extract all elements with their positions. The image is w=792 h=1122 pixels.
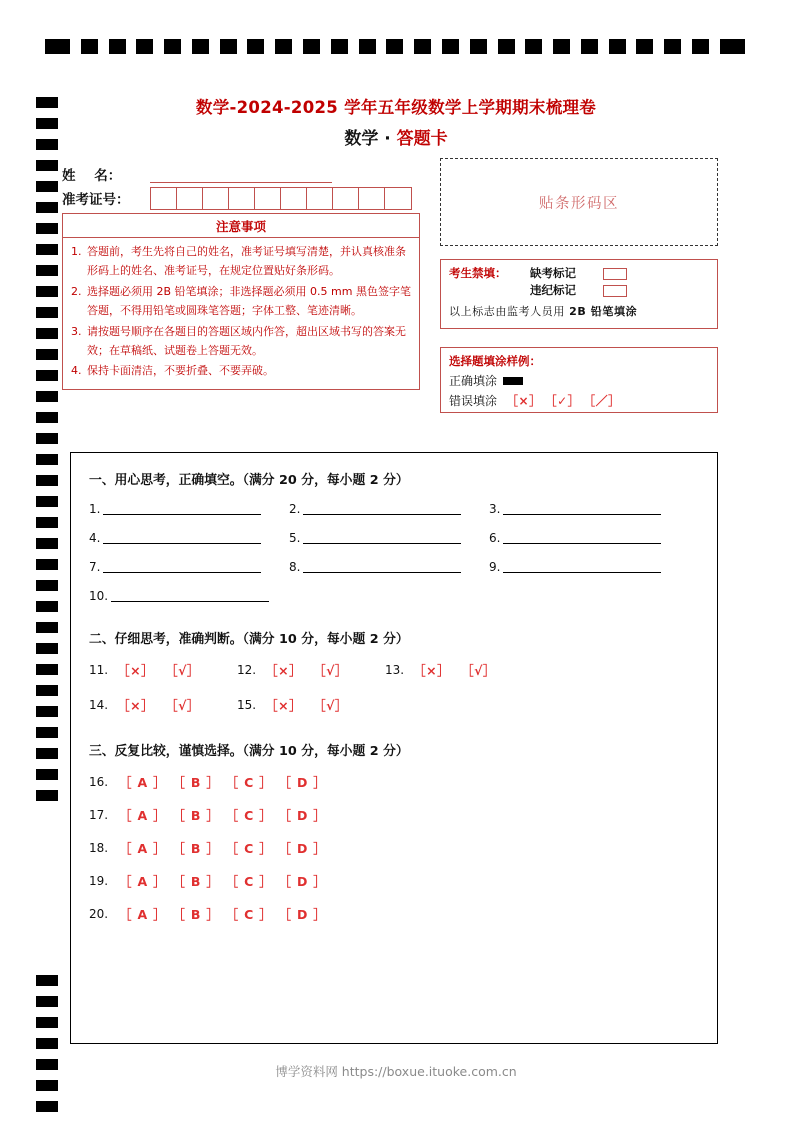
ticket-digit-cell[interactable] <box>359 188 385 209</box>
timing-mark <box>664 39 681 54</box>
question-number: 6. <box>489 531 501 545</box>
timing-mark <box>36 433 58 444</box>
timing-mark <box>525 39 542 54</box>
timing-mark <box>36 769 58 780</box>
timing-mark <box>331 39 348 54</box>
correct-fill-row <box>449 372 717 389</box>
timing-mark <box>414 39 431 54</box>
timing-mark <box>498 39 515 54</box>
judge-question <box>89 696 237 714</box>
timing-mark <box>609 39 626 54</box>
judge-option-bubble[interactable]: ［√］ <box>165 663 200 678</box>
choice-option-bubble[interactable]: ［ B ］ <box>172 808 220 823</box>
choice-row <box>89 839 699 857</box>
barcode-sticker-area <box>440 158 718 246</box>
forbidden-label: 考生禁填： <box>449 266 507 280</box>
timing-mark <box>247 39 264 54</box>
notice-item-number: 1. <box>71 245 82 258</box>
notice-box <box>62 213 420 390</box>
notice-item <box>71 243 411 281</box>
wrong-fill-row <box>449 392 717 409</box>
notice-title: 注意事项 <box>63 214 419 238</box>
judge-option-bubble[interactable]: ［×］ <box>265 663 303 678</box>
correct-fill-swatch-icon <box>503 377 523 385</box>
question-number: 18. <box>89 841 109 855</box>
timing-mark <box>192 39 209 54</box>
blank-question[interactable] <box>489 531 689 544</box>
judge-option-bubble[interactable]: ［√］ <box>313 698 348 713</box>
question-number: 13. <box>385 663 405 677</box>
timing-mark <box>359 39 376 54</box>
answer-line[interactable] <box>303 502 461 515</box>
timing-mark <box>136 39 153 54</box>
choice-option-bubble[interactable]: ［ D ］ <box>278 775 327 790</box>
answer-section <box>89 628 699 714</box>
answer-line[interactable] <box>103 502 261 515</box>
timing-mark <box>36 391 58 402</box>
blank-question[interactable] <box>289 502 489 515</box>
ticket-label: 准考证号： <box>62 192 130 208</box>
timing-mark <box>36 601 58 612</box>
choice-option-bubble[interactable]: ［ C ］ <box>225 907 273 922</box>
question-number: 5. <box>289 531 301 545</box>
timing-mark <box>36 1101 58 1112</box>
fill-sample-title: 选择题填涂样例： <box>449 354 541 368</box>
violation-mark-row <box>449 282 717 299</box>
judge-option-bubble[interactable]: ［×］ <box>265 698 303 713</box>
question-number: 4. <box>89 531 101 545</box>
answer-line[interactable] <box>303 531 461 544</box>
judge-row <box>89 661 699 679</box>
blank-question[interactable] <box>89 589 289 602</box>
ticket-digit-cell[interactable] <box>177 188 203 209</box>
choice-option-bubble[interactable]: ［ B ］ <box>172 841 220 856</box>
timing-mark <box>581 39 598 54</box>
answer-line[interactable] <box>111 589 269 602</box>
judge-option-bubble[interactable]: ［×］ <box>117 663 155 678</box>
ticket-digit-cell[interactable] <box>229 188 255 209</box>
choice-row <box>89 905 699 923</box>
answer-line[interactable] <box>103 531 261 544</box>
timing-mark <box>36 496 58 507</box>
notice-item-text: 答题前，考生先将自己的姓名，准考证号填写清楚，并认真核准条形码上的姓名、准考证号，在规定位置贴好条形码。 <box>87 245 406 277</box>
choice-option-bubble[interactable]: ［ B ］ <box>172 874 220 889</box>
subtitle-subject: 数学 · <box>344 129 397 149</box>
choice-option-bubble[interactable]: ［ D ］ <box>278 874 327 889</box>
timing-mark <box>275 39 292 54</box>
fill-sample-box <box>440 347 718 413</box>
answer-line[interactable] <box>503 502 661 515</box>
ticket-digit-cell[interactable] <box>203 188 229 209</box>
choice-option-bubble[interactable]: ［ D ］ <box>278 841 327 856</box>
judge-question <box>385 661 533 679</box>
timing-mark <box>36 580 58 591</box>
answer-section <box>89 469 699 602</box>
timing-mark <box>36 307 58 318</box>
choice-option-bubble[interactable]: ［ A ］ <box>119 775 167 790</box>
absent-mark-label: 缺考标记 <box>530 266 576 280</box>
question-number: 19. <box>89 874 109 888</box>
footer-watermark: 博学资料网 https://boxue.ituoke.com.cn <box>275 1064 517 1079</box>
proctor-marks-box <box>440 259 718 329</box>
barcode-area-label: 贴条形码区 <box>539 195 619 212</box>
question-number: 1. <box>89 502 101 516</box>
judge-option-bubble[interactable]: ［×］ <box>413 663 451 678</box>
name-row <box>62 162 422 186</box>
timing-mark <box>36 223 58 234</box>
answer-line[interactable] <box>103 560 261 573</box>
notice-item-number: 3. <box>71 324 82 338</box>
wrong-fill-mark: ［／］ <box>589 394 621 408</box>
timing-mark <box>36 643 58 654</box>
ticket-digit-cell[interactable] <box>255 188 281 209</box>
ticket-digit-cell[interactable] <box>151 188 177 209</box>
timing-mark <box>442 39 459 54</box>
timing-mark <box>36 996 58 1007</box>
timing-mark <box>36 328 58 339</box>
notice-item-text: 选择题必须用 2B 铅笔填涂；非选择题必须用 0.5 mm 黑色签字笔答题，不得用铅笔或圆珠笔答题；字体工整、笔迹清晰。 <box>87 284 411 317</box>
blank-question[interactable] <box>89 502 289 515</box>
absent-mark-row <box>449 265 717 282</box>
timing-mark <box>36 727 58 738</box>
question-number: 15. <box>237 698 257 712</box>
choice-option-bubble[interactable]: ［ B ］ <box>172 907 220 922</box>
proctor-note-prefix: 以上标志由监考人员用 <box>449 304 570 318</box>
timing-mark <box>692 39 709 54</box>
timing-mark <box>36 454 58 465</box>
question-number: 3. <box>489 502 501 516</box>
choice-option-bubble[interactable]: ［ C ］ <box>225 874 273 889</box>
notice-item <box>71 283 411 321</box>
question-number: 10. <box>89 589 109 603</box>
judge-option-bubble[interactable]: ［√］ <box>313 663 348 678</box>
question-number: 7. <box>89 560 101 574</box>
timing-mark <box>720 39 745 54</box>
notice-item-text: 请按题号顺序在各题目的答题区域内作答，超出区域书写的答案无效；在草稿纸、试题卷上答题无效。 <box>87 324 406 357</box>
timing-mark <box>470 39 487 54</box>
wrong-fill-label: 错误填涂 <box>449 394 498 408</box>
timing-mark <box>36 559 58 570</box>
judge-option-bubble[interactable]: ［√］ <box>165 698 200 713</box>
timing-mark <box>220 39 237 54</box>
timing-mark <box>36 244 58 255</box>
question-number: 17. <box>89 808 109 822</box>
question-number: 20. <box>89 907 109 921</box>
timing-mark <box>36 664 58 675</box>
blank-row <box>89 531 699 544</box>
timing-mark <box>109 39 126 54</box>
timing-mark <box>36 412 58 423</box>
timing-mark <box>36 370 58 381</box>
blank-question[interactable] <box>89 531 289 544</box>
blank-row <box>89 560 699 573</box>
notice-item <box>71 323 411 361</box>
judge-question <box>237 696 385 714</box>
timing-mark <box>36 160 58 171</box>
blank-question[interactable] <box>289 560 489 573</box>
timing-mark <box>36 265 58 276</box>
timing-mark <box>36 1038 58 1049</box>
blank-question[interactable] <box>489 502 689 515</box>
notice-list <box>63 238 419 389</box>
ticket-digit-cell[interactable] <box>385 188 411 209</box>
ticket-digit-cell[interactable] <box>333 188 359 209</box>
timing-mark <box>636 39 653 54</box>
timing-mark <box>164 39 181 54</box>
blank-row <box>89 589 699 602</box>
proctor-note-bold: 2B 铅笔填涂 <box>569 304 638 318</box>
choice-row <box>89 806 699 824</box>
choice-option-bubble[interactable]: ［ A ］ <box>119 907 167 922</box>
timing-mark <box>36 622 58 633</box>
correct-fill-label: 正确填涂 <box>449 374 498 388</box>
choice-row <box>89 872 699 890</box>
question-number: 14. <box>89 698 109 712</box>
question-number: 16. <box>89 775 109 789</box>
timing-mark <box>36 181 58 192</box>
answer-line[interactable] <box>303 560 461 573</box>
timing-mark <box>36 517 58 528</box>
timing-mark <box>386 39 403 54</box>
name-label: 姓 名： <box>62 168 122 184</box>
answer-section <box>89 740 699 923</box>
ticket-digit-cell[interactable] <box>307 188 333 209</box>
timing-mark <box>36 286 58 297</box>
notice-item-number: 4. <box>71 364 82 378</box>
left-timing-marks-upper <box>36 97 58 811</box>
wrong-fill-mark: ［✓］ <box>550 394 581 408</box>
choice-option-bubble[interactable]: ［ B ］ <box>172 775 220 790</box>
question-number: 8. <box>289 560 301 574</box>
judge-question <box>237 661 385 679</box>
timing-mark <box>36 1017 58 1028</box>
notice-item-text: 保持卡面清洁，不要折叠、不要弄破。 <box>87 364 274 378</box>
choice-option-bubble[interactable]: ［ A ］ <box>119 841 167 856</box>
choice-option-bubble[interactable]: ［ A ］ <box>119 874 167 889</box>
choice-option-bubble[interactable]: ［ D ］ <box>278 808 327 823</box>
wrong-fill-mark: ［×］ <box>506 394 542 408</box>
choice-option-bubble[interactable]: ［ C ］ <box>225 841 273 856</box>
top-timing-marks <box>45 38 745 54</box>
timing-mark <box>36 475 58 486</box>
violation-mark-label: 违纪标记 <box>530 283 576 298</box>
wrong-fill-marks <box>497 392 621 409</box>
ticket-row <box>62 186 422 210</box>
section-title: 二、仔细思考，准确判断。（满分 10 分，每小题 2 分） <box>89 632 409 647</box>
section-title: 一、用心思考，正确填空。（满分 20 分，每小题 2 分） <box>89 473 409 488</box>
question-number: 9. <box>489 560 501 574</box>
proctor-note <box>449 303 717 319</box>
timing-mark <box>36 538 58 549</box>
timing-mark <box>36 790 58 801</box>
left-timing-marks-lower <box>36 975 58 1122</box>
answer-area <box>70 452 718 1044</box>
answer-line[interactable] <box>503 560 661 573</box>
blank-question[interactable] <box>289 531 489 544</box>
ticket-number-boxes[interactable] <box>150 187 412 210</box>
timing-mark <box>81 39 98 54</box>
page-title: 数学-2024-2025 学年五年级数学上学期期末梳理卷 <box>195 98 597 117</box>
choice-row <box>89 773 699 791</box>
page-subtitle <box>0 124 792 149</box>
choice-option-bubble[interactable]: ［ D ］ <box>278 907 327 922</box>
violation-mark-bubble[interactable] <box>603 285 627 297</box>
timing-mark <box>36 706 58 717</box>
timing-mark <box>553 39 570 54</box>
notice-item-number: 2. <box>71 284 82 298</box>
choice-option-bubble[interactable]: ［ C ］ <box>225 808 273 823</box>
blank-question[interactable] <box>89 560 289 573</box>
timing-mark <box>36 349 58 360</box>
blank-question[interactable] <box>489 560 689 573</box>
timing-mark <box>36 685 58 696</box>
judge-option-bubble[interactable]: ［√］ <box>461 663 496 678</box>
judge-option-bubble[interactable]: ［×］ <box>117 698 155 713</box>
choice-option-bubble[interactable]: ［ A ］ <box>119 808 167 823</box>
timing-mark <box>36 975 58 986</box>
name-input-line[interactable] <box>150 165 332 183</box>
ticket-digit-cell[interactable] <box>281 188 307 209</box>
question-number: 11. <box>89 663 109 677</box>
blank-row <box>89 502 699 515</box>
judge-row <box>89 696 699 714</box>
timing-mark <box>36 1080 58 1091</box>
question-number: 2. <box>289 502 301 516</box>
judge-question <box>89 661 237 679</box>
notice-item <box>71 362 411 381</box>
answer-line[interactable] <box>503 531 661 544</box>
timing-mark <box>303 39 320 54</box>
choice-option-bubble[interactable]: ［ C ］ <box>225 775 273 790</box>
absent-mark-bubble[interactable] <box>603 268 627 280</box>
subtitle-answer-card: 答题卡 <box>396 129 448 149</box>
timing-mark <box>45 39 70 54</box>
timing-mark <box>36 748 58 759</box>
identity-block <box>62 162 422 210</box>
timing-mark <box>36 202 58 213</box>
section-title: 三、反复比较，谨慎选择。（满分 10 分，每小题 2 分） <box>89 744 409 759</box>
question-number: 12. <box>237 663 257 677</box>
